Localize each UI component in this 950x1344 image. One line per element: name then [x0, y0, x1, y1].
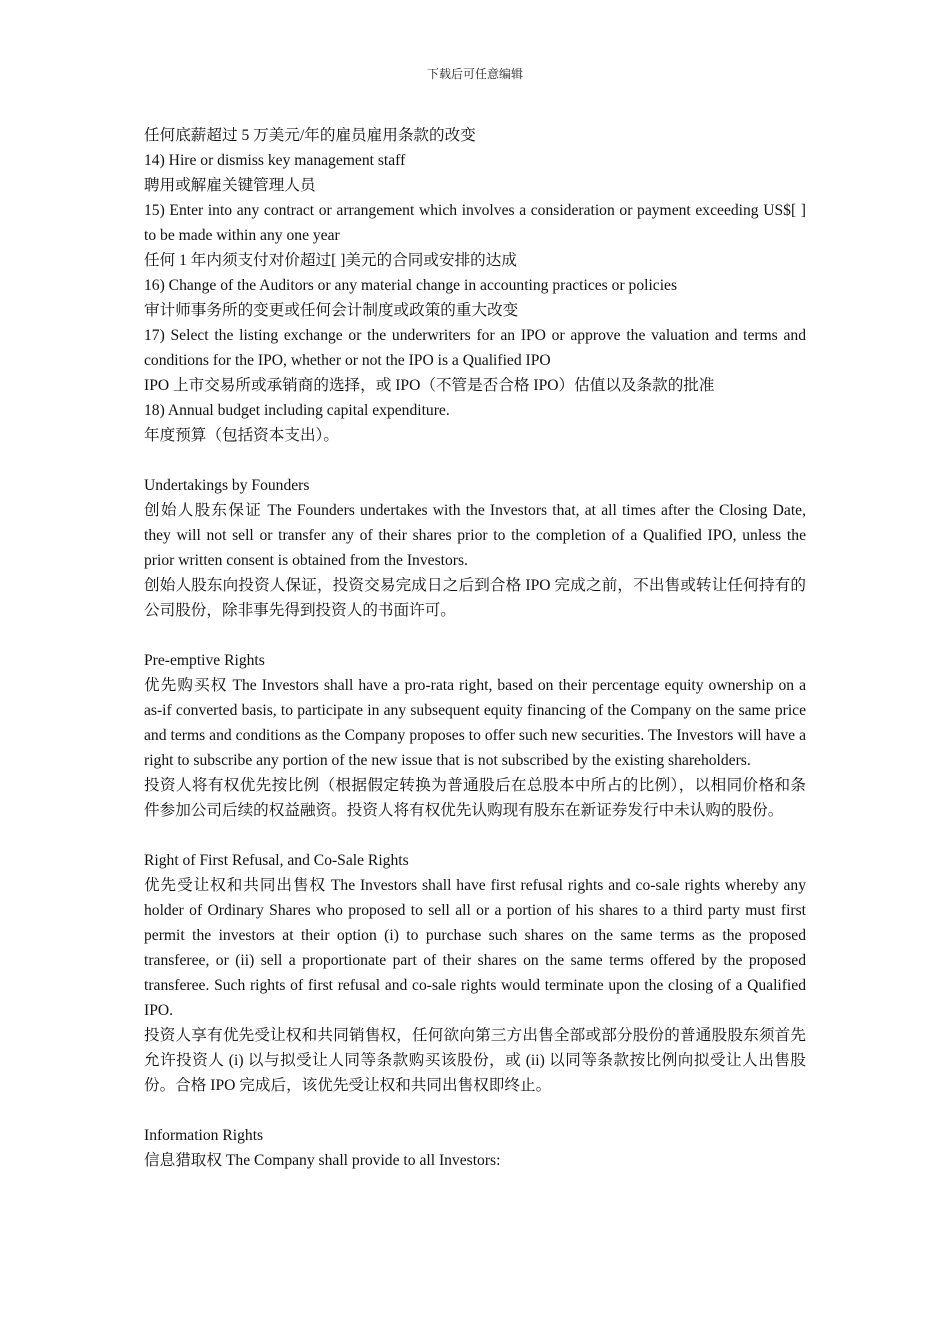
- item-17-english: 17) Select the listing exchange or the underwriters for an IPO or approve the valuation and terms and conditions for the IPO, whether or not the IPO is a Qualified IPO: [144, 327, 806, 369]
- page-header: 下载后可任意编辑: [426, 67, 523, 81]
- item-18-english: 18) Annual budget including capital expenditure.: [144, 402, 450, 419]
- document-body: [144, 123, 806, 1173]
- section-heading-undertakings: Undertakings by Founders: [144, 477, 310, 494]
- blank-line: [144, 623, 806, 648]
- preemptive-chinese: 投资人将有权优先按比例（根据假定转换为普通股后在总股本中所占的比例），以相同价格和条件参加公司后续的权益融资。投资人将有权优先认购现有股东在新证券发行中未认购的股份。: [144, 777, 806, 819]
- paragraph-salary-terms: 任何底薪超过 5 万美元/年的雇员雇用条款的改变: [144, 127, 476, 144]
- information-english: 信息猎取权 The Company shall provide to all Investors:: [144, 1152, 501, 1169]
- undertakings-english: 创始人股东保证 The Founders undertakes with the Investors that, at all times after the Closing Date, they will not sell or transfer any of their shares prior to the completion of a Qualified IPO, unless the prior written consent is obtained from the Investors.: [144, 502, 806, 569]
- item-18-chinese: 年度预算（包括资本支出）。: [144, 427, 339, 444]
- section-heading-preemptive: Pre-emptive Rights: [144, 652, 265, 669]
- item-14-english: 14) Hire or dismiss key management staff: [144, 152, 406, 169]
- section-heading-information: Information Rights: [144, 1127, 264, 1144]
- blank-line: [144, 823, 806, 848]
- item-15-chinese: 任何 1 年内须支付对价超过[ ]美元的合同或安排的达成: [144, 252, 517, 269]
- rofr-chinese: 投资人享有优先受让权和共同销售权，任何欲向第三方出售全部或部分股份的普通股股东须首先允许投资人 (i) 以与拟受让人同等条款购买该股份，或 (ii) 以同等条款按比例向拟受让人出售股份。合格 IPO 完成后，该优先受让权和共同出售权即终止。: [144, 1027, 806, 1094]
- undertakings-chinese: 创始人股东向投资人保证，投资交易完成日之后到合格 IPO 完成之前，不出售或转让任何持有的公司股份，除非事先得到投资人的书面许可。: [144, 577, 806, 619]
- preemptive-english: 优先购买权 The Investors shall have a pro-rata right, based on their percentage equity ownership on a as-if converted basis, to participate in any subsequent equity financing of the Company on the same price and terms and conditions as the Company proposes to offer such new securities. The Investors will have a right to subscribe any portion of the new issue that is not subscribed by the existing shareholders.: [144, 677, 806, 769]
- blank-line: [144, 448, 806, 473]
- item-14-chinese: 聘用或解雇关键管理人员: [144, 177, 316, 194]
- item-17-chinese: IPO 上市交易所或承销商的选择，或 IPO（不管是否合格 IPO）估值以及条款的批准: [144, 377, 715, 394]
- item-16-english: 16) Change of the Auditors or any material change in accounting practices or policies: [144, 277, 678, 294]
- item-16-chinese: 审计师事务所的变更或任何会计制度或政策的重大改变: [144, 302, 519, 319]
- section-heading-rofr: Right of First Refusal, and Co-Sale Rights: [144, 852, 409, 869]
- item-15-english: 15) Enter into any contract or arrangement which involves a consideration or payment exceeding US$[ ] to be made within any one year: [144, 202, 806, 244]
- blank-line: [144, 1098, 806, 1123]
- rofr-english: 优先受让权和共同出售权 The Investors shall have first refusal rights and co-sale rights whereby any holder of Ordinary Shares who proposed to sell all or a portion of his shares to a third party must first permit the investors at their option (i) to purchase such shares on the same terms as the proposed transferee, or (ii) sell a proportionate part of their shares on the same terms offered by the proposed transferee. Such rights of first refusal and co-sale rights would terminate upon the closing of a Qualified IPO.: [144, 877, 806, 1019]
